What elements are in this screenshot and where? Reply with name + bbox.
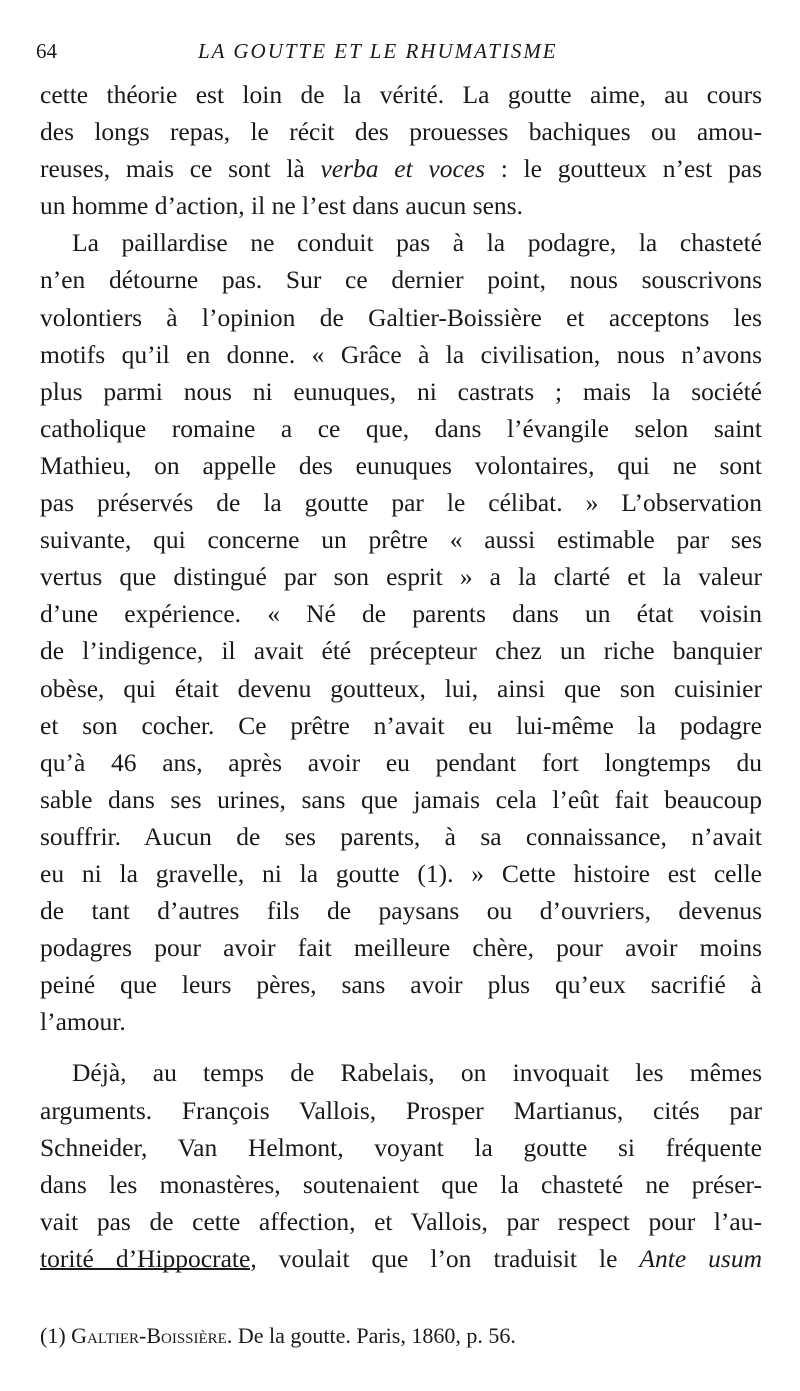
text-line: torité d’Hippocrate, voulait que l’on traduisit le Ante usum bbox=[40, 1243, 762, 1273]
text-line: des longs repas, le récit des prouesses bachiques ou amou- bbox=[40, 117, 762, 147]
text-line: n’en détourne pas. Sur ce dernier point, nous souscrivons bbox=[40, 265, 762, 295]
paragraph-3 bbox=[40, 1054, 762, 1277]
running-title: LA GOUTTE ET LE RHUMATISME bbox=[198, 39, 558, 63]
text-line: Schneider, Van Helmont, voyant la goutte si fréquente bbox=[40, 1132, 762, 1162]
text-line: Mathieu, on appelle des eunuques volontaires, qui ne sont bbox=[40, 450, 762, 480]
text-line: dans les monastères, soutenaient que la chasteté ne préser- bbox=[40, 1169, 762, 1199]
text-line: peiné que leurs pères, sans avoir plus qu’eux sacrifié à bbox=[40, 970, 762, 1000]
text-line: plus parmi nous ni eunuques, ni castrats ; mais la société bbox=[40, 376, 762, 406]
footnote-author: Galtier-Boissière. bbox=[71, 1323, 233, 1348]
footnote-divider bbox=[40, 1268, 250, 1270]
text-line: de tant d’autres fils de paysans ou d’ouvriers, devenus bbox=[40, 896, 762, 926]
text-line: catholique romaine a ce que, dans l’évangile selon saint bbox=[40, 413, 762, 443]
text-line: volontiers à l’opinion de Galtier-Boissière et acceptons les bbox=[40, 302, 762, 332]
text-line: reuses, mais ce sont là verba et voces : le goutteux n’est pas bbox=[40, 154, 762, 184]
text-line: qu’à 46 ans, après avoir eu pendant fort longtemps du bbox=[40, 747, 762, 777]
footnote-marker: (1) bbox=[40, 1323, 66, 1348]
text-line: cette théorie est loin de la vérité. La goutte aime, au cours bbox=[40, 80, 762, 109]
text-line: un homme d’action, il ne l’est dans aucun sens. bbox=[40, 191, 523, 221]
text-line: souffrir. Aucun de ses parents, à sa connaissance, n’avait bbox=[40, 821, 762, 851]
text-line: d’une expérience. « Né de parents dans un état voisin bbox=[40, 599, 762, 629]
footnote-text: De la goutte. Paris, 1860, p. 56. bbox=[237, 1323, 516, 1348]
italic-phrase: Ante usum bbox=[639, 1243, 762, 1273]
page-number: 64 bbox=[36, 39, 57, 63]
text-line: de l’indigence, il avait été précepteur chez un riche banquier bbox=[40, 636, 762, 666]
paragraph-2 bbox=[40, 224, 762, 1040]
body-text bbox=[40, 76, 762, 1277]
text-line: arguments. François Vallois, Prosper Martianus, cités par bbox=[40, 1095, 762, 1125]
text-line: et son cocher. Ce prêtre n’avait eu lui-même la podagre bbox=[40, 710, 762, 740]
text-line: pas préservés de la goutte par le célibat. » L’observation bbox=[40, 488, 762, 518]
text-line: obèse, qui était devenu goutteux, lui, ainsi que son cuisinier bbox=[40, 673, 762, 703]
paragraph-1 bbox=[40, 76, 762, 224]
text-line: motifs qu’il en donne. « Grâce à la civilisation, nous n’avons bbox=[40, 339, 762, 369]
text-line: podagres pour avoir fait meilleure chère, pour avoir moins bbox=[40, 933, 762, 963]
text-line: vertus que distingué par son esprit » a la clarté et la valeur bbox=[40, 562, 762, 592]
text-line: La paillardise ne conduit pas à la podagre, la chasteté bbox=[72, 228, 762, 258]
text-line: vait pas de cette affection, et Vallois, par respect pour l’au- bbox=[40, 1206, 762, 1236]
italic-phrase: verba et voces bbox=[320, 154, 486, 184]
footnote bbox=[40, 1320, 762, 1352]
running-head bbox=[36, 36, 760, 66]
paragraph-spacer bbox=[40, 1040, 762, 1054]
text-line: l’amour. bbox=[40, 1007, 126, 1037]
text-line: Déjà, au temps de Rabelais, on invoquait les mêmes bbox=[72, 1058, 762, 1088]
text-line: eu ni la gravelle, ni la goutte (1). » Cette histoire est celle bbox=[40, 858, 762, 888]
text-line: suivante, qui concerne un prêtre « aussi estimable par ses bbox=[40, 525, 762, 555]
text-line: sable dans ses urines, sans que jamais cela l’eût fait beaucoup bbox=[40, 784, 762, 814]
